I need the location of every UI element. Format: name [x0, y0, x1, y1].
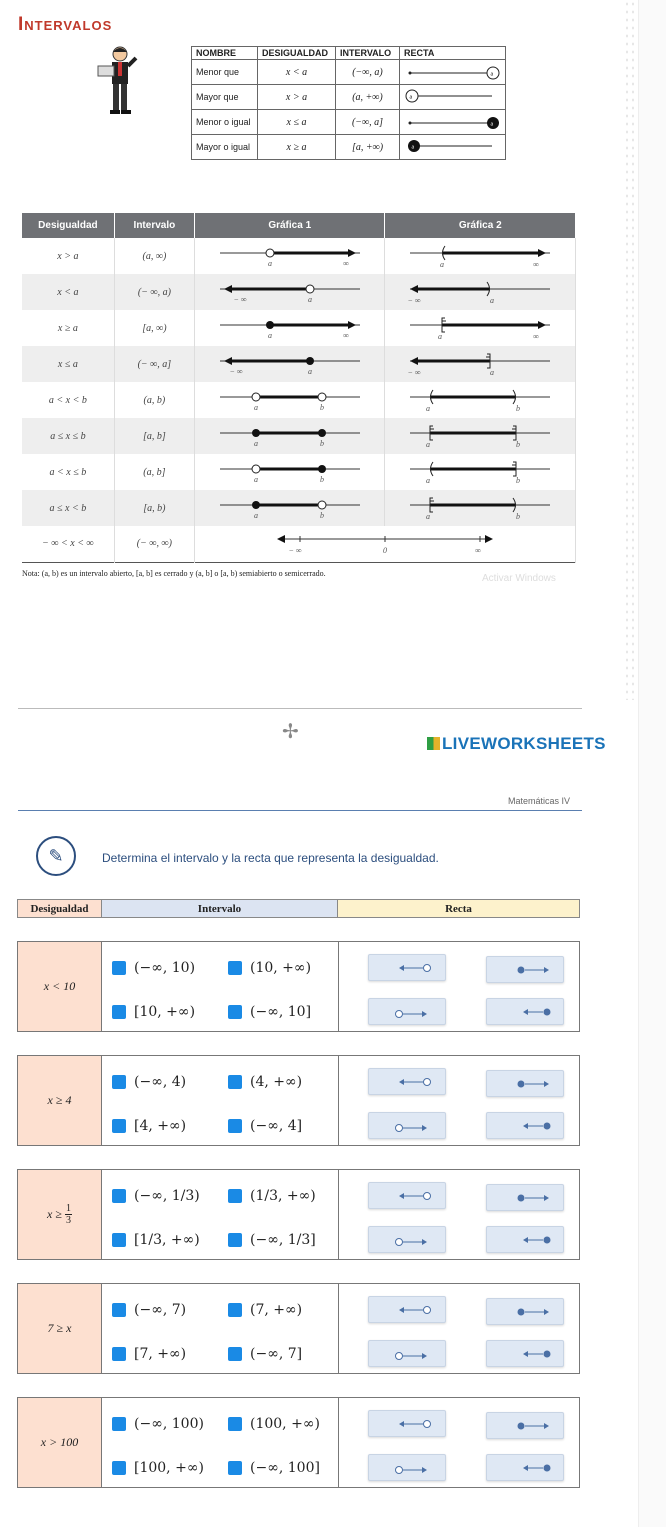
interval-option[interactable]: (−∞, 1/3): [112, 1188, 200, 1204]
interval-option[interactable]: (−∞, 7]: [228, 1346, 302, 1362]
exercise-row: [17, 1283, 580, 1374]
interval-option[interactable]: (−∞, 4): [112, 1074, 186, 1090]
graph-2: [385, 454, 576, 490]
row-desigualdad: a < x < b: [22, 382, 114, 418]
axis-label: ∞: [342, 258, 349, 268]
axis-label: a: [490, 295, 495, 305]
row-desigualdad: − ∞ < x < ∞: [22, 526, 114, 562]
table-row: [22, 310, 576, 346]
axis-label: − ∞: [229, 366, 243, 376]
row-intervalo: (− ∞, a]: [114, 346, 194, 382]
axis-label: a: [490, 367, 495, 377]
row-intervalo: (a, b]: [114, 454, 194, 490]
axis-label: ∞: [342, 330, 349, 340]
header-recta: Recta: [337, 899, 580, 918]
table-row: [22, 526, 576, 562]
table-row: Menor que x < a (−∞, a) a: [192, 60, 506, 85]
axis-label: b: [319, 474, 324, 484]
axis-label: a: [426, 439, 431, 449]
checkbox-icon[interactable]: [112, 1347, 126, 1361]
interval-option[interactable]: (−∞, 10): [112, 960, 195, 976]
worksheet-icon: ✎: [36, 836, 76, 876]
graph-2: [385, 382, 576, 418]
page-divider: [18, 708, 582, 709]
row-intervalo: (− ∞, ∞): [114, 526, 194, 562]
graph-2: [385, 490, 576, 526]
axis-label: a: [438, 331, 443, 341]
marker-label: a: [411, 144, 415, 151]
exercise-row: [17, 1397, 580, 1488]
row-intervalo: [a, b]: [114, 418, 194, 454]
row-intervalo: (a, ∞): [114, 238, 194, 274]
column-divider: [338, 1398, 339, 1487]
interval-option[interactable]: (4, +∞): [228, 1074, 302, 1090]
header-desigualdad: Desigualdad: [17, 899, 102, 918]
line-right-open-button[interactable]: [368, 1112, 446, 1139]
col-nombre: NOMBRE: [192, 47, 258, 60]
row-desigualdad: a ≤ x ≤ b: [22, 418, 114, 454]
marker-label: a: [409, 94, 413, 101]
interval-option[interactable]: (7, +∞): [228, 1302, 302, 1318]
table-row: [22, 238, 576, 274]
axis-label: a: [426, 475, 431, 485]
line-right-closed-button[interactable]: [486, 1412, 564, 1439]
inequality-cell: x < 10: [18, 942, 102, 1031]
graph-2: [385, 274, 576, 310]
axis-label: a: [253, 510, 258, 520]
graph-1: [194, 454, 385, 490]
checkbox-icon[interactable]: [228, 1461, 242, 1475]
axis-label: a: [267, 258, 272, 268]
row-intervalo: [a, b): [114, 490, 194, 526]
col-grafica-1: Gráfica 1: [194, 213, 385, 238]
axis-label: a: [440, 259, 445, 269]
interval-option[interactable]: (−∞, 7): [112, 1302, 186, 1318]
col-intervalo: INTERVALO: [336, 47, 400, 60]
axis-label: a: [253, 474, 258, 484]
axis-label: a: [307, 294, 312, 304]
graph-2: [385, 418, 576, 454]
axis-label: − ∞: [233, 294, 247, 304]
inequality-cell: 7 ≥ x: [18, 1284, 102, 1373]
table-row: [22, 346, 576, 382]
interval-option[interactable]: (100, +∞): [228, 1416, 320, 1432]
table-row: Mayor que x > a (a, +∞) a: [192, 85, 506, 110]
graph-2: [385, 238, 576, 274]
subject-label: Matemáticas IV: [508, 796, 571, 806]
interval-option[interactable]: (−∞, 100]: [228, 1460, 320, 1476]
column-divider: [338, 1056, 339, 1145]
dotted-margin: [624, 0, 634, 700]
interval-option[interactable]: (−∞, 4]: [228, 1118, 302, 1134]
axis-label: b: [516, 439, 521, 449]
axis-label: b: [319, 402, 324, 412]
column-divider: [338, 1170, 339, 1259]
instruction-text: Determina el intervalo y la recta que representa la desigualdad.: [102, 851, 439, 865]
col-intervalo: Intervalo: [114, 213, 194, 238]
axis-label: b: [319, 510, 324, 520]
table-row: Mayor o igual x ≥ a [a, +∞) a: [192, 135, 506, 160]
graph-1: [194, 418, 385, 454]
checkbox-icon[interactable]: [228, 1005, 242, 1019]
row-desigualdad: a < x ≤ b: [22, 454, 114, 490]
windows-watermark: Activar Windows: [482, 573, 556, 584]
header-divider: [18, 810, 582, 811]
checkbox-icon[interactable]: [228, 961, 242, 975]
checkbox-icon[interactable]: [228, 1347, 242, 1361]
interval-option[interactable]: [7, +∞): [112, 1346, 186, 1362]
table-row: [22, 382, 576, 418]
checkbox-icon[interactable]: [112, 1417, 126, 1431]
row-desigualdad: a ≤ x < b: [22, 490, 114, 526]
liveworksheets-logo[interactable]: LIVEWORKSHEETS: [427, 734, 606, 754]
graph-1: [194, 274, 385, 310]
table-row: [22, 274, 576, 310]
graph-1: [194, 490, 385, 526]
recta-cell: [400, 85, 506, 110]
recta-cell: [400, 135, 506, 160]
inequality-cell: x ≥ 4: [18, 1056, 102, 1145]
exercise-row: [17, 1169, 580, 1260]
row-desigualdad: x ≤ a: [22, 346, 114, 382]
line-left-open-button[interactable]: [368, 1068, 446, 1095]
checkbox-icon[interactable]: [112, 1461, 126, 1475]
line-right-closed-button[interactable]: [486, 956, 564, 983]
axis-label: a: [426, 403, 431, 413]
axis-label: − ∞: [407, 367, 421, 377]
axis-label: ∞: [533, 331, 540, 341]
exercise-row: [17, 1055, 580, 1146]
axis-label: a: [253, 402, 258, 412]
checkbox-icon[interactable]: [112, 1189, 126, 1203]
row-desigualdad: x ≥ a: [22, 310, 114, 346]
line-right-open-button[interactable]: [368, 998, 446, 1025]
inequality-cell: x > 100: [18, 1398, 102, 1487]
checkbox-icon[interactable]: [228, 1189, 242, 1203]
table-row: [22, 490, 576, 526]
checkbox-icon[interactable]: [228, 1303, 242, 1317]
axis-label: a: [307, 366, 312, 376]
intervals-summary-table: [22, 213, 576, 563]
scrollbar-track[interactable]: [638, 0, 666, 1527]
exercise-row: [17, 941, 580, 1032]
line-left-closed-button[interactable]: [486, 1340, 564, 1367]
row-desigualdad: x < a: [22, 274, 114, 310]
interval-option[interactable]: [10, +∞): [112, 1004, 195, 1020]
graph-2: [385, 346, 576, 382]
axis-label: b: [516, 403, 521, 413]
interval-option[interactable]: [4, +∞): [112, 1118, 186, 1134]
checkbox-icon[interactable]: [112, 1075, 126, 1089]
line-left-open-button[interactable]: [368, 1182, 446, 1209]
line-left-closed-button[interactable]: [486, 998, 564, 1025]
checkbox-icon[interactable]: [112, 1303, 126, 1317]
axis-label: b: [516, 511, 521, 521]
axis-label: a: [426, 511, 431, 521]
row-desigualdad: x > a: [22, 238, 114, 274]
axis-label: − ∞: [407, 295, 421, 305]
ornament-icon: ✢: [282, 721, 299, 743]
axis-label: b: [516, 475, 521, 485]
axis-label: ∞: [533, 259, 540, 269]
interval-option[interactable]: [100, +∞): [112, 1460, 204, 1476]
axis-label: ∞: [475, 546, 481, 556]
axis-label: b: [319, 438, 324, 448]
checkbox-icon[interactable]: [112, 961, 126, 975]
table-row: Menor o igual x ≤ a (−∞, a] a: [192, 110, 506, 135]
interval-option[interactable]: (−∞, 1/3]: [228, 1232, 316, 1248]
checkbox-icon[interactable]: [112, 1233, 126, 1247]
col-desigualdad: DESIGUALDAD: [258, 47, 336, 60]
column-divider: [338, 1284, 339, 1373]
checkbox-icon[interactable]: [228, 1119, 242, 1133]
checkbox-icon[interactable]: [228, 1233, 242, 1247]
graph-1: [194, 382, 385, 418]
interval-option[interactable]: (−∞, 10]: [228, 1004, 311, 1020]
row-intervalo: (a, b): [114, 382, 194, 418]
line-right-open-button[interactable]: [368, 1454, 446, 1481]
table-note: Nota: (a, b) es un intervalo abierto, [a, b] es cerrado y (a, b] o [a, b) semiabierto o semicerrado.: [22, 569, 326, 578]
teacher-illustration: [88, 44, 148, 116]
row-intervalo: [a, ∞): [114, 310, 194, 346]
graph-1: [194, 346, 385, 382]
line-left-closed-button[interactable]: [486, 1112, 564, 1139]
interval-option[interactable]: (−∞, 100): [112, 1416, 204, 1432]
liveworksheets-icon: [427, 737, 440, 750]
axis-label: a: [253, 438, 258, 448]
page-title: Intervalos: [18, 14, 113, 35]
axis-label: 0: [382, 546, 387, 556]
row-intervalo: (− ∞, a): [114, 274, 194, 310]
interval-names-table: [191, 46, 506, 160]
checkbox-icon[interactable]: [228, 1075, 242, 1089]
line-right-closed-button[interactable]: [486, 1070, 564, 1097]
table-row: [22, 454, 576, 490]
axis-label: a: [267, 330, 272, 340]
col-grafica-2: Gráfica 2: [385, 213, 576, 238]
marker-label: a: [490, 71, 494, 78]
line-right-closed-button[interactable]: [486, 1184, 564, 1211]
graph-real-line: [194, 526, 575, 562]
line-right-closed-button[interactable]: [486, 1298, 564, 1325]
axis-label: − ∞: [288, 546, 302, 556]
checkbox-icon[interactable]: [112, 1005, 126, 1019]
line-left-closed-button[interactable]: [486, 1226, 564, 1253]
column-divider: [338, 942, 339, 1031]
line-right-open-button[interactable]: [368, 1226, 446, 1253]
interval-option[interactable]: (1/3, +∞): [228, 1188, 316, 1204]
col-desigualdad: Desigualdad: [22, 213, 114, 238]
recta-cell: [400, 110, 506, 135]
graph-2: [385, 310, 576, 346]
line-left-open-button[interactable]: [368, 1296, 446, 1323]
line-left-closed-button[interactable]: [486, 1454, 564, 1481]
line-left-open-button[interactable]: [368, 1410, 446, 1437]
interval-option[interactable]: [1/3, +∞): [112, 1232, 200, 1248]
table-row: [22, 418, 576, 454]
interval-option[interactable]: (10, +∞): [228, 960, 311, 976]
graph-1: [194, 238, 385, 274]
inequality-cell: x ≥ $\frac{1}{3}$: [18, 1170, 102, 1259]
graph-1: [194, 310, 385, 346]
col-recta: RECTA: [400, 47, 506, 60]
recta-cell: [400, 60, 506, 85]
marker-label: a: [490, 121, 494, 128]
line-right-open-button[interactable]: [368, 1340, 446, 1367]
checkbox-icon[interactable]: [228, 1417, 242, 1431]
checkbox-icon[interactable]: [112, 1119, 126, 1133]
line-left-open-button[interactable]: [368, 954, 446, 981]
header-intervalo: Intervalo: [101, 899, 338, 918]
